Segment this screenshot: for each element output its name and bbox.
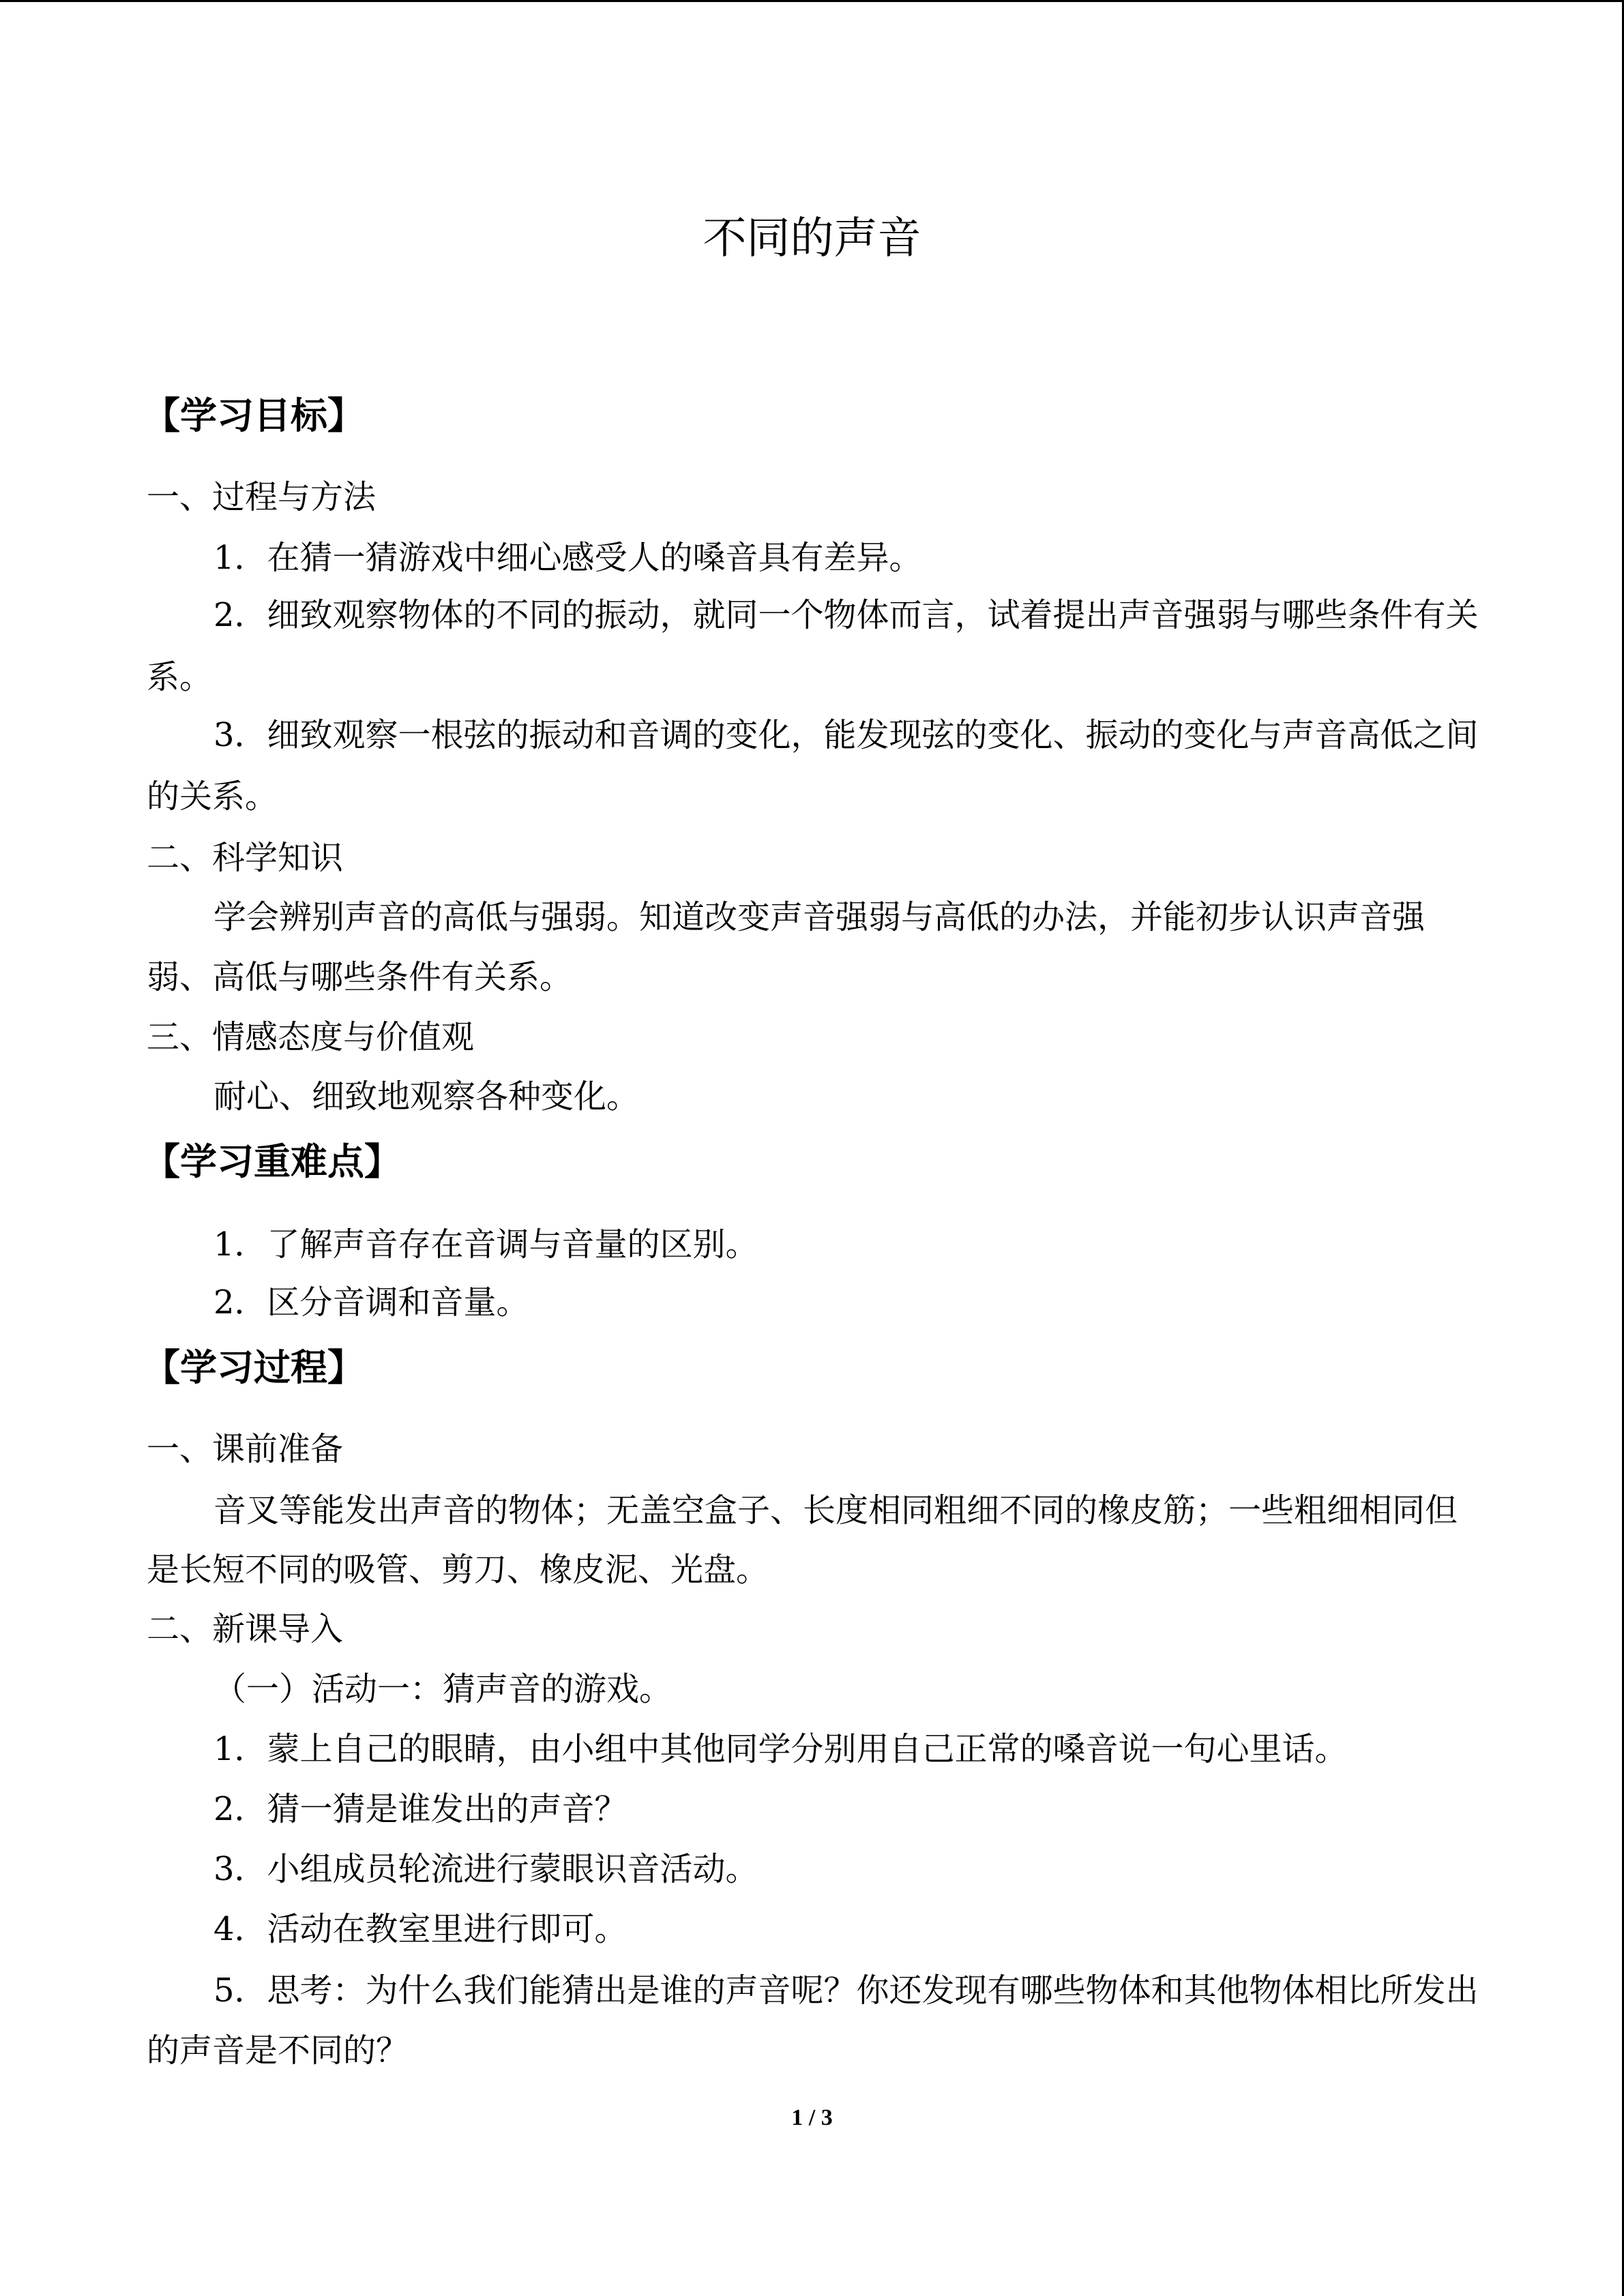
section-heading-key-points: 【学习重难点】	[143, 1140, 401, 1183]
subheading-process-methods: 一、过程与方法	[147, 478, 377, 516]
goal-item-3-line-2: 的关系。	[147, 777, 278, 816]
preparation-line-2: 是长短不同的吸管、剪刀、橡皮泥、光盘。	[147, 1551, 769, 1589]
activity-step-5-line-1: 5．思考：为什么我们能猜出是谁的声音呢？你还发现有哪些物体和其他物体相比所发出	[213, 1971, 1479, 2010]
section-heading-learning-process: 【学习过程】	[143, 1346, 364, 1389]
subheading-preparation: 一、课前准备	[147, 1430, 344, 1468]
page-number: 1 / 3	[791, 2105, 833, 2130]
activity-step-2: 2．猜一猜是谁发出的声音？	[213, 1790, 628, 1828]
goal-item-1: 1．在猜一猜游戏中细心感受人的嗓音具有差异。	[213, 539, 922, 577]
activity-step-3: 3．小组成员轮流进行蒙眼识音活动。	[213, 1850, 758, 1888]
subheading-introduction: 二、新课导入	[147, 1610, 344, 1648]
subheading-attitude-values: 三、情感态度与价值观	[147, 1018, 475, 1056]
goal-item-3-line-1: 3．细致观察一根弦的振动和音调的变化，能发现弦的变化、振动的变化与声音高低之间	[213, 716, 1479, 754]
attitude-text: 耐心、细致地观察各种变化。	[213, 1077, 640, 1116]
goal-item-2-line-1: 2．细致观察物体的不同的振动，就同一个物体而言，试着提出声音强弱与哪些条件有关	[213, 596, 1479, 634]
activity-step-1: 1．蒙上自己的眼睛，由小组中其他同学分别用自己正常的嗓音说一句心里话。	[213, 1730, 1348, 1768]
activity-step-4: 4．活动在教室里进行即可。	[213, 1910, 628, 1948]
key-point-2: 2．区分音调和音量。	[213, 1283, 529, 1322]
knowledge-line-1: 学会辨别声音的高低与强弱。知道改变声音强弱与高低的办法，并能初步认识声音强	[213, 898, 1426, 936]
subheading-science-knowledge: 二、科学知识	[147, 839, 344, 877]
document-title: 不同的声音	[703, 213, 921, 264]
activity-one-title: （一）活动一：猜声音的游戏。	[213, 1670, 673, 1708]
preparation-line-1: 音叉等能发出声音的物体；无盖空盒子、长度相同粗细不同的橡皮筋；一些粗细相同但	[213, 1491, 1458, 1530]
activity-step-5-line-2: 的声音是不同的？	[147, 2031, 409, 2070]
knowledge-line-2: 弱、高低与哪些条件有关系。	[147, 958, 573, 996]
goal-item-2-line-2: 系。	[147, 658, 213, 696]
section-heading-learning-goals: 【学习目标】	[143, 394, 364, 437]
key-point-1: 1．了解声音存在音调与音量的区别。	[213, 1225, 758, 1264]
